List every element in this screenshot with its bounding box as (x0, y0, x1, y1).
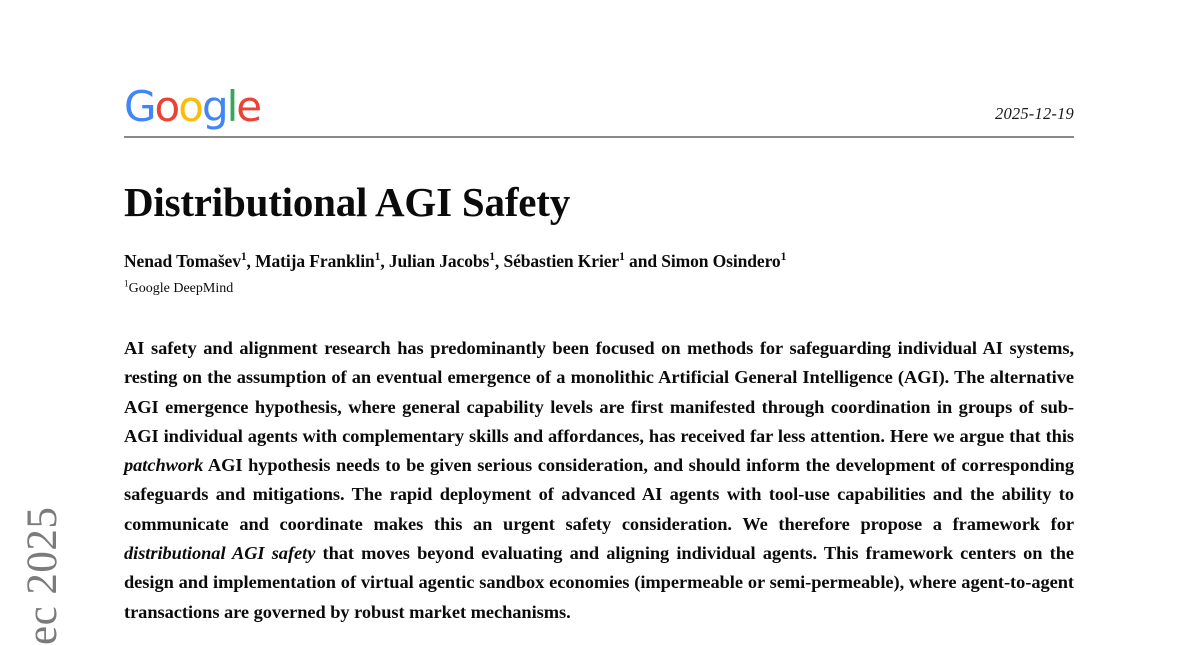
page-header (124, 0, 1074, 138)
affiliation: $^1$Google DeepMind (124, 278, 234, 296)
google-logo-letter: l (226, 82, 237, 131)
google-logo (124, 82, 261, 131)
abstract-text: AI safety and alignment research has predominantly been focused on methods for safeguarding individual AI systems, resting on the assumption of an eventual emergence of a monolithic Artificial General Intelligence (AGI). The alternative AGI emergence hypothesis, where general capability levels are first manifested through coordination in groups of sub-AGI individual agents with complementary skills and affordances, has received far less attention. Here we argue that this patchwork AGI hypothesis needs to be given serious consideration, and should inform the development of corresponding safeguards and mitigations. The rapid deployment of advanced AI agents with tool-use capabilities and the ability to communicate and coordinate makes this an urgent safety consideration. We therefore propose a framework for distributional AGI safety that moves beyond evaluating and aligning individual agents. This framework centers on the design and implementation of virtual agentic sandbox economies (impermeable or semi-permeable), where agent-to-agent transactions are governed by robust market mechanisms. (124, 337, 1075, 622)
paper-page (124, 0, 1074, 630)
header-date: 2025-12-19 (995, 104, 1074, 123)
arxiv-date-stamp-label: ec 2025 (19, 506, 66, 645)
arxiv-date-stamp (18, 345, 67, 645)
page-title: Distributional AGI Safety (124, 179, 571, 225)
google-logo-letter: g (201, 82, 227, 131)
google-logo-letter: e (236, 82, 261, 131)
google-logo-letter: o (178, 82, 202, 131)
google-logo-letter: G (124, 82, 155, 131)
google-logo-letter: o (154, 82, 179, 131)
author-list: Nenad Tomašev$^1$, Matija Franklin$^1$, Julian Jacobs$^1$, Sébastien Krier$^1$ and Simon Osindero$^1$ (124, 251, 787, 272)
